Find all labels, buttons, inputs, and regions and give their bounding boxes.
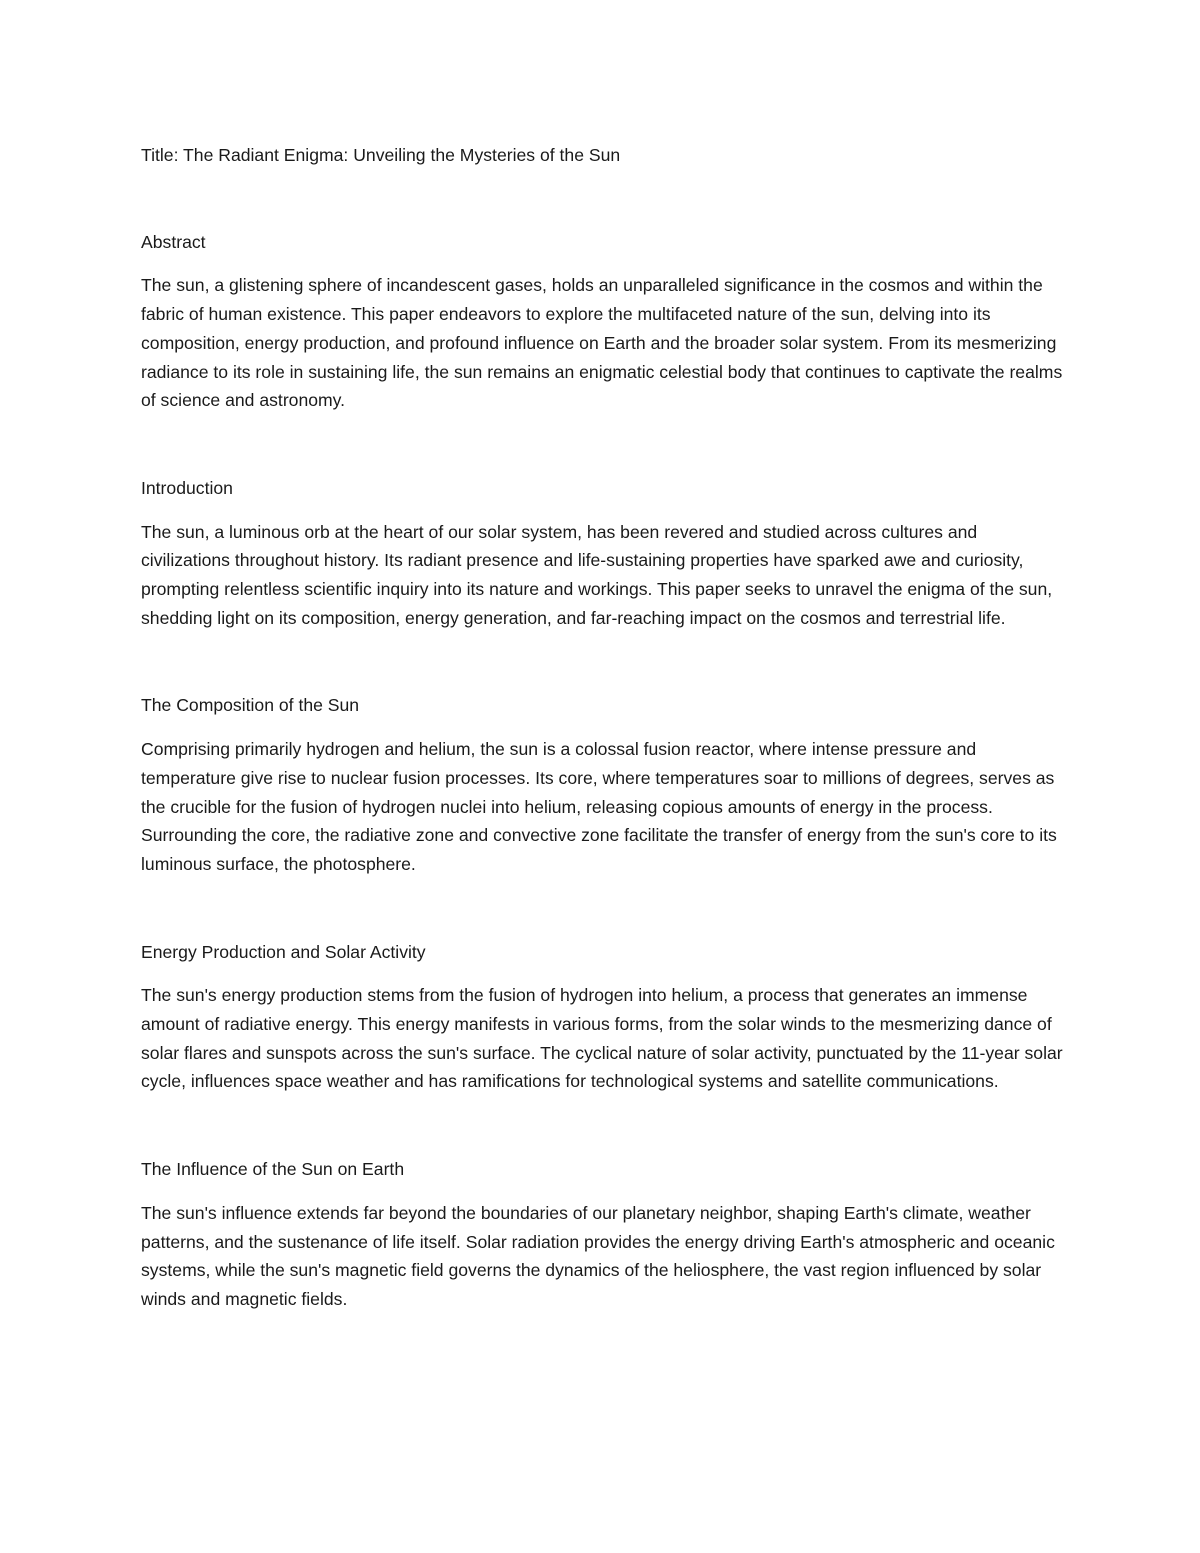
section-body-composition: Comprising primarily hydrogen and helium, the sun is a colossal fusion reactor, where intense pressure and temperature give rise to nuclear fusion processes. Its core, where temperatures soar to millions of degrees, serves as the crucible for the fusion of hydrogen nuclei into helium, releasing copious amounts of energy in the process. Surrounding the core, the radiative zone and convective zone facilitate the transfer of energy from the sun's core to its luminous surface, the photosphere. xyxy=(141,739,1057,874)
section-body-energy-production: The sun's energy production stems from the fusion of hydrogen into helium, a process that generates an immense amount of radiative energy. This energy manifests in various forms, from the solar winds to the mesmerizing dance of solar flares and sunspots across the sun's surface. The cyclical nature of solar activity, punctuated by the 11-year solar cycle, influences space weather and has ramifications for technological systems and satellite communications. xyxy=(141,985,1063,1092)
section-heading-composition: The Composition of the Sun xyxy=(141,695,360,716)
section-heading-energy-production: Energy Production and Solar Activity xyxy=(141,941,426,962)
section-body-influence-on-earth: The sun's influence extends far beyond the boundaries of our planetary neighbor, shaping Earth's climate, weather patterns, and the sustenance of life itself. Solar radiation provides the energy driving Earth's atmospheric and oceanic systems, while the sun's magnetic field governs the dynamics of the heliosphere, the vast region influenced by solar winds and magnetic fields. xyxy=(141,1202,1055,1309)
section-body-introduction: The sun, a luminous orb at the heart of our solar system, has been revered and studied across cultures and civilizations throughout history. Its radiant presence and life-sustaining properties have sparked awe and curiosity, prompting relentless scientific inquiry into its nature and workings. This paper seeks to unravel the enigma of the sun, shedding light on its composition, energy generation, and far-reaching impact on the cosmos and terrestrial life. xyxy=(141,521,1053,628)
section-heading-influence-on-earth: The Influence of the Sun on Earth xyxy=(141,1159,405,1180)
document-title: Title: The Radiant Enigma: Unveiling the Mysteries of the Sun xyxy=(141,145,621,165)
section-heading-introduction: Introduction xyxy=(141,477,233,498)
section-heading-abstract: Abstract xyxy=(141,231,206,252)
section-body-abstract: The sun, a glistening sphere of incandescent gases, holds an unparalleled significance in the cosmos and within the fabric of human existence. This paper endeavors to explore the multifaceted nature of the sun, delving into its composition, energy production, and profound influence on Earth and the broader solar system. From its mesmerizing radiance to its role in sustaining life, the sun remains an enigmatic celestial body that continues to captivate the realms of science and astronomy. xyxy=(141,275,1063,411)
document-body xyxy=(141,141,1066,1314)
